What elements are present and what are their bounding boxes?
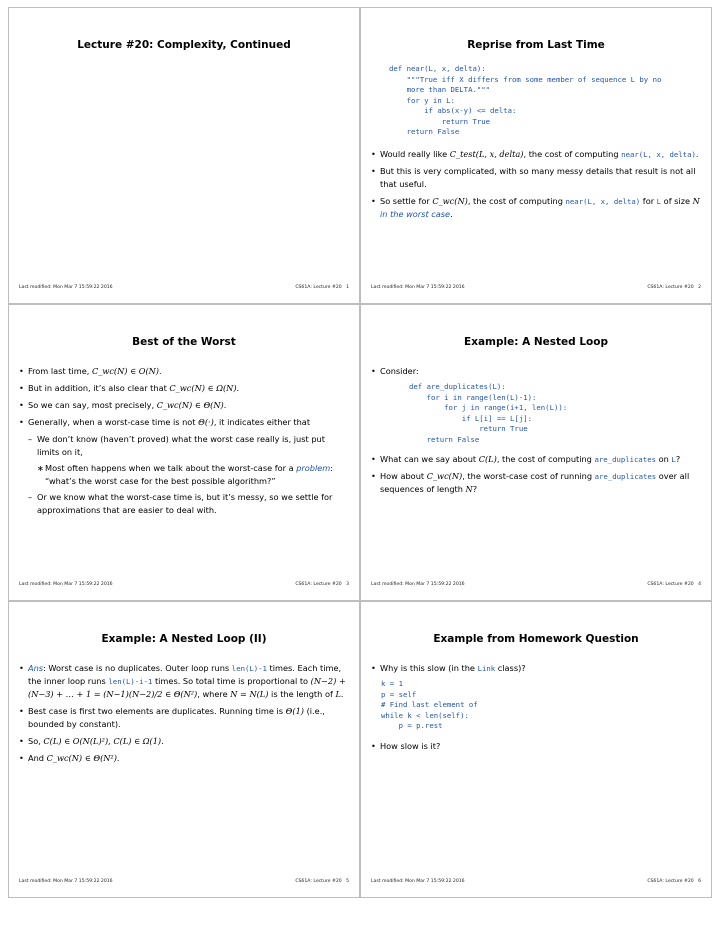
sub-bullet: – Or we know what the worst-case time is, but it’s messy, so we settle for approximations that are easier to deal with. (19, 491, 349, 517)
footer-modified: Last modified: Mon Mar 7 15:59:22 2016 (371, 879, 465, 884)
bullet: • So, C(L) ∈ O(N(L)²), C(L) ∈ Ω(1). (19, 735, 349, 748)
footer-modified: Last modified: Mon Mar 7 15:59:22 2016 (371, 582, 465, 587)
bullet: • So we can say, most precisely, C_wc(N) ∈ Θ(N). (19, 399, 349, 412)
footer-course-page: CS61A: Lecture #20 5 (295, 879, 349, 884)
bullet: • Best case is first two elements are duplicates. Running time is Θ(1) (i.e., bounded by constant). (19, 705, 349, 731)
slide-6 (360, 601, 712, 898)
footer-modified: Last modified: Mon Mar 7 15:59:22 2016 (19, 285, 113, 290)
slide-title: Best of the Worst (132, 336, 236, 348)
bullet: • So settle for C_wc(N), the cost of computing near(L, x, delta) for L of size N in the worst case. (371, 195, 701, 221)
slide-title: Lecture #20: Complexity, Continued (77, 39, 291, 51)
sub-bullet: – We don’t know (haven’t proved) what the worst case really is, just put limits on it, (19, 433, 349, 459)
bullet: • Why is this slow (in the Link class)? (371, 662, 701, 675)
bullet: • How about C_wc(N), the worst-case cost of running are_duplicates over all sequences of length N? (371, 470, 701, 496)
bullet: • How slow is it? (371, 740, 701, 753)
footer-course-page: CS61A: Lecture #20 4 (647, 582, 701, 587)
slide-body (19, 365, 349, 520)
bullet: • From last time, C_wc(N) ∈ O(N). (19, 365, 349, 378)
footer-course-page: CS61A: Lecture #20 2 (647, 285, 701, 290)
slide-2 (360, 7, 712, 304)
bullet: • Ans: Worst case is no duplicates. Outer loop runs len(L)-1 times. Each time, the inner loop runs len(L)-i-1 times. So total time is proportional to (N−2) + (N−3) + … + 1 = (N−1)(N−2)/2 ∈ Θ(N²), where N = N(L) is the length of L. (19, 662, 349, 701)
slide-1 (8, 7, 360, 304)
bullet: • Would really like C_test(L, x, delta), the cost of computing near(L, x, delta). (371, 148, 701, 161)
slide-body (371, 64, 701, 225)
bullet: • But this is very complicated, with so many messy details that result is not all that useful. (371, 165, 701, 191)
slide-4 (360, 304, 712, 601)
bullet: • Generally, when a worst-case time is not Θ(·), it indicates either that (19, 416, 349, 429)
sub-sub-bullet: ∗ Most often happens when we talk about the worst-case for a problem: “what’s the worst case for the best possible algorithm?” (19, 462, 349, 488)
footer-course-page: CS61A: Lecture #20 1 (295, 285, 349, 290)
code-block: def near(L, x, delta): """True iff X differs from some member of sequence L by no more than DELTA.""" for y in L: if abs(x-y) <= delta: return True return False (389, 64, 662, 136)
slide-title: Example: A Nested Loop (464, 336, 608, 348)
slide-title: Reprise from Last Time (467, 39, 605, 51)
bullet: • Consider: (371, 365, 701, 378)
bullet: • What can we say about C(L), the cost of computing are_duplicates on L? (371, 453, 701, 466)
footer-modified: Last modified: Mon Mar 7 15:59:22 2016 (19, 879, 113, 884)
footer-modified: Last modified: Mon Mar 7 15:59:22 2016 (371, 285, 465, 290)
slide-3 (8, 304, 360, 601)
code-block: k = 1 p = self # Find last element of while k < len(self): p = p.rest (381, 679, 478, 730)
bullet: • But in addition, it’s also clear that C_wc(N) ∈ Ω(N). (19, 382, 349, 395)
footer-course-page: CS61A: Lecture #20 6 (647, 879, 701, 884)
slide-5 (8, 601, 360, 898)
slide-body (371, 365, 701, 500)
slide-title: Example: A Nested Loop (II) (101, 633, 267, 645)
bullet: • And C_wc(N) ∈ Θ(N²). (19, 752, 349, 765)
footer-course-page: CS61A: Lecture #20 3 (295, 582, 349, 587)
slide-body (371, 662, 701, 757)
code-block: def are_duplicates(L): for i in range(len(L)-1): for j in range(i+1, len(L)): if L[i] == L[j]: return True return False (409, 382, 568, 444)
slide-title: Example from Homework Question (433, 633, 639, 645)
footer-modified: Last modified: Mon Mar 7 15:59:22 2016 (19, 582, 113, 587)
slide-body (19, 662, 349, 769)
